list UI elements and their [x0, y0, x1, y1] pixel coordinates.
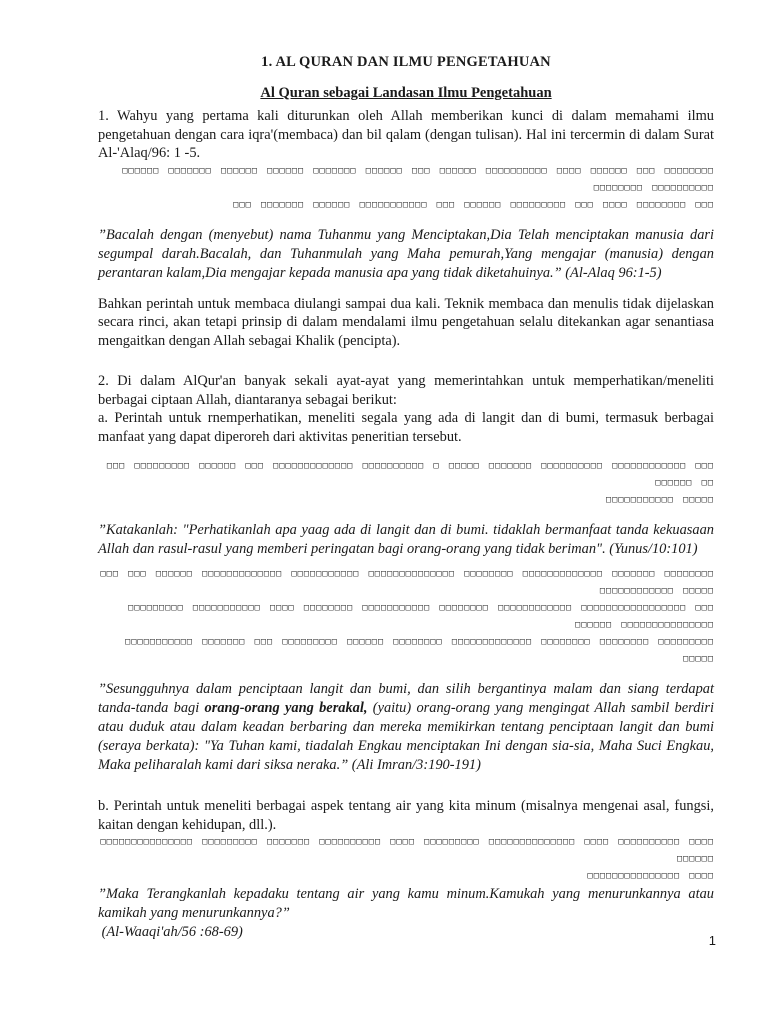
- translation-imran-bold: orang-orang yang berakal,: [204, 700, 368, 716]
- arabic-verse-imran-line-1: □□□ □□□ □□□□□□ □□□□□□□□□□□□□ □□□□□□□□□□□ □□□□□□□□□□□□□□ □□□□□□□□ □□□□□□□□□□□□□ □□□□□□□ □□□□□□□□ □□□□□□□□□□□□ □□□□□: [100, 569, 714, 596]
- arabic-verse-alaq-line-1: □□□□□□ □□□□□□□ □□□□□□ □□□□□□ □□□□□□□ □□□□□□ □□□ □□□□□□ □□□□□□□□□□ □□□□ □□□□□□ □□□ □□□□□□□□ □□□□□□□□ □□□□□□□□□□: [122, 165, 714, 193]
- section-subheading: Al Quran sebagai Landasan Ilmu Pengetahuan: [260, 85, 552, 101]
- translation-imran-part-2: (yaitu) orang-orang yang mengingat Allah sambil berdiri atau duduk atau dalam keadan berbaring dan mereka memikirkan tentang penciptaan langit dan bumi (seraya berkata): "Ya Tuhan kami, tiadalah Engkau menciptakan Ini dengan sia-sia, Maha Suci Engkau, Maka peliharalah kami dari siksa neraka.” (Ali Imran/3:190-191): [98, 700, 714, 773]
- paragraph-wahyu: 1. Wahyu yang pertama kali diturunkan oleh Allah memberikan kunci di dalam memahami ilmu pengetahuan dengan cara iqra'(membaca) dan bil qalam (dengan tulisan). Hal ini tercermin di dalam Surat Al-'Alaq/96: 1 -5.: [98, 108, 714, 161]
- paragraph-ayat: 2. Di dalam AlQur'an banyak sekali ayat-ayat yang memerintahkan untuk memperhatikan/meneliti berbagai ciptaan Allah, diantaranya sebagai berikut:: [98, 373, 714, 408]
- arabic-verse-imran-line-2: □□□□□□□□□ □□□□□□□□□□□ □□□□ □□□□□□□□ □□□□□□□□□□□ □□□□□□□□ □□□□□□□□□□□□ □□□□□□□□□□□□□□□□□ □□□ □□□□□□ □□□□□□□□□□□□□□□: [128, 603, 714, 630]
- paragraph-item-b: b. Perintah untuk meneliti berbagai aspek tentang air yang kita minum (misalnya mengenai asal, fungsi, kaitan dengan kehidupan, dll.).: [98, 798, 714, 833]
- spacer: [98, 214, 714, 226]
- paragraph-membaca: Bahkan perintah untuk membaca diulangi sampai dua kali. Teknik membaca dan menulis tidak dijelaskan secara rinci, akan tetapi prinsip di dalam mendalami ilmu pengetahuan selalu ditekankan agar senantiasa mengaitkan dengan Allah sebagai Khalik (pencipta).: [98, 295, 714, 349]
- arabic-verse-alaq-line-2: □□□ □□□□□□□ □□□□□□ □□□□□□□□□□□ □□□ □□□□□□ □□□□□□□□□ □□□ □□□□ □□□□□□□□ □□□: [233, 199, 714, 210]
- section-heading: 1. AL QURAN DAN ILMU PENGETAHUAN: [261, 54, 551, 70]
- translation-imran-part-1: ”Sesungguhnya dalam penciptaan langit dan bumi, dan silih bergantinya malam dan siang terdapat tanda-tanda bagi: [98, 681, 714, 716]
- paragraph-item-a: a. Perintah untuk rnemperhatikan, meneliti segala yang ada di langit dan di bumi, termasuk berbagai manfaat yang dapat diperoreh dari aktivitas peneritian tersebut.: [98, 410, 714, 445]
- arabic-verse-waqiah-line-1: □□□□□□□□□□□□□□□ □□□□□□□□□ □□□□□□□ □□□□□□□□□□ □□□□ □□□□□□□□□ □□□□□□□□□□□□□□ □□□□ □□□□□□□□□□ □□□□ □□□□□□: [100, 837, 714, 864]
- translation-alaq: ”Bacalah dengan (menyebut) nama Tuhanmu yang Menciptakan,Dia Telah menciptakan manusia dari segumpal darah.Bacalah, dan Tuhanmulah yang Maha pemurah,Yang mengajar (manusia) dengan perantaran kalam,Dia mengajar kepada manusia apa yang tidak diketahuinya.” (Al-Alaq 96:1-5): [98, 226, 714, 281]
- arabic-verse-imran-line-3: □□□□□□□□□□□ □□□□□□□ □□□ □□□□□□□□□ □□□□□□ □□□□□□□□ □□□□□□□□□□□□□ □□□□□□□□ □□□□□□□□ □□□□□□□□□ □□□□□: [125, 637, 714, 664]
- spacer: [98, 509, 714, 521]
- arabic-verse-yunus-line-2: □□□□□□□□□□□ □□□□□: [606, 495, 714, 505]
- arabic-verse-waqiah-line-2: □□□□□□□□□□□□□□□ □□□□: [587, 871, 714, 881]
- arabic-verse-yunus-line-1: □□□ □□□□□□□□□ □□□□□□ □□□ □□□□□□□□□□□□□ □□□□□□□□□□ □ □□□□□ □□□□□□□ □□□□□□□□□□ □□□□□□□□□□□□ □□□ □□□□□□ □□: [106, 461, 714, 488]
- translation-waqiah-reference: (Al-Waaqi'ah/56 :68-69): [98, 924, 243, 940]
- spacer: [98, 283, 714, 295]
- page-number: 1: [708, 933, 716, 948]
- translation-waqiah: ”Maka Terangkanlah kepadaku tentang air yang kamu minum.Kamukah yang menurunkannya atau kamikah yang menurunkannya?”: [98, 886, 714, 921]
- translation-imran: [98, 680, 714, 775]
- spacer: [98, 775, 714, 797]
- spacer: [98, 446, 714, 458]
- spacer: [98, 668, 714, 680]
- page-content: [98, 52, 714, 942]
- spacer: [98, 559, 714, 566]
- translation-yunus: ”Katakanlah: "Perhatikanlah apa yaag ada di langit dan di bumi. tidaklah bermanfaat tanda kekuasaan Allah dan rasul-rasul yang memberi peringatan bagi orang-orang yang tidak beriman". (Yunus/10:101): [98, 522, 714, 557]
- spacer: [98, 350, 714, 372]
